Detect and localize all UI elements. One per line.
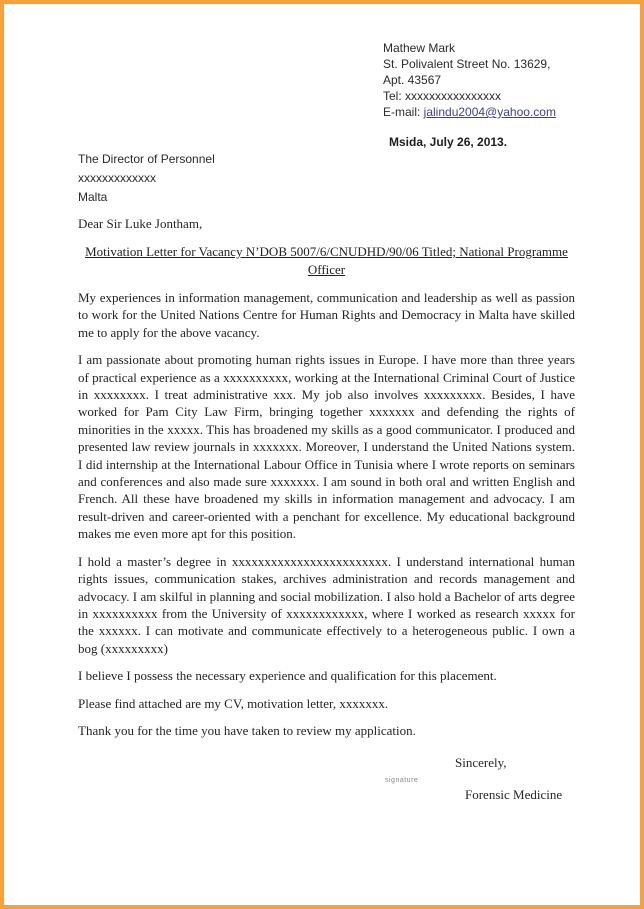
sender-apartment: Apt. 43567 <box>383 73 442 87</box>
subject-line: Motivation Letter for Vacancy N’DOB 5007/6/CNUDHD/90/06 Titled; National Programme Officer <box>85 244 568 277</box>
paragraph-thanks: Thank you for the time you have taken to review my application. <box>78 722 416 738</box>
recipient-address: xxxxxxxxxxxxx <box>78 171 156 185</box>
paragraph-attachments: Please find attached are my CV, motivation letter, xxxxxxx. <box>78 695 389 711</box>
sender-block <box>383 40 575 120</box>
paragraph-education: I hold a master’s degree in xxxxxxxxxxxxxxxxxxxxxxxx. I understand international human rights issues, communication stakes, archives administration and records management and advocacy. I am skilful in planning and social mobilization. I also hold a Bachelor of arts degree in xxxxxxxxxx from the University of xxxxxxxxxxxx, where I worked as research xxxxx for the xxxxxx. I can motivate and communicate effectively to a heterogeneous public. I own a bog (xxxxxxxxx) <box>78 553 575 656</box>
sender-phone: Tel: xxxxxxxxxxxxxxxx <box>383 89 502 103</box>
email-link[interactable]: jalindu2004@yahoo.com <box>423 105 556 119</box>
paragraph-qualification: I believe I possess the necessary experience and qualification for this placement. <box>78 668 497 684</box>
sender-street: St. Polivalent Street No. 13629, <box>383 57 551 71</box>
letter-content <box>4 4 640 803</box>
paragraph-intro: My experiences in information management, communication and leadership as well as passion to work for the United Nations Centre for Human Rights and Democracy in Malta have skilled me to apply for the above vacancy. <box>78 290 575 340</box>
sender-email-line <box>383 104 575 120</box>
recipient-title: The Director of Personnel <box>78 152 215 166</box>
paragraph-experience: I am passionate about promoting human rights issues in Europe. I have more than three years of practical experience as a xxxxxxxxxx, working at the International Criminal Court of Justice in xxxxxxxx. I treat administrative xxx. My job also involves xxxxxxxxx. Besides, I have worked for Pam City Law Firm, bringing together xxxxxxx and defending the rights of minorities in the xxxxx. This has broadened my skills as a good communicator. I produced and presented law review journals in xxxxxxx. Moreover, I understand the United Nations system. I did internship at the International Labour Office in Tunisia where I wrote reports on seminars and conferences and also made sure xxxxxxx. I am sound in both oral and written English and French. All these have broadened my skills in information management and advocacy. I am result-driven and career-oriented with a penchant for excellence. My educational background makes me even more apt for this position. <box>78 352 575 542</box>
signature-placeholder: signature <box>385 777 419 785</box>
email-label: E-mail: <box>383 105 424 119</box>
sender-name: Mathew Mark <box>383 41 456 55</box>
date-line: Msida, July 26, 2013. <box>389 135 508 149</box>
recipient-block <box>78 150 575 207</box>
signed-name: Forensic Medicine <box>465 787 563 803</box>
valediction: Sincerely, <box>455 755 507 771</box>
recipient-country: Malta <box>78 190 108 204</box>
salutation: Dear Sir Luke Jontham, <box>78 216 203 231</box>
